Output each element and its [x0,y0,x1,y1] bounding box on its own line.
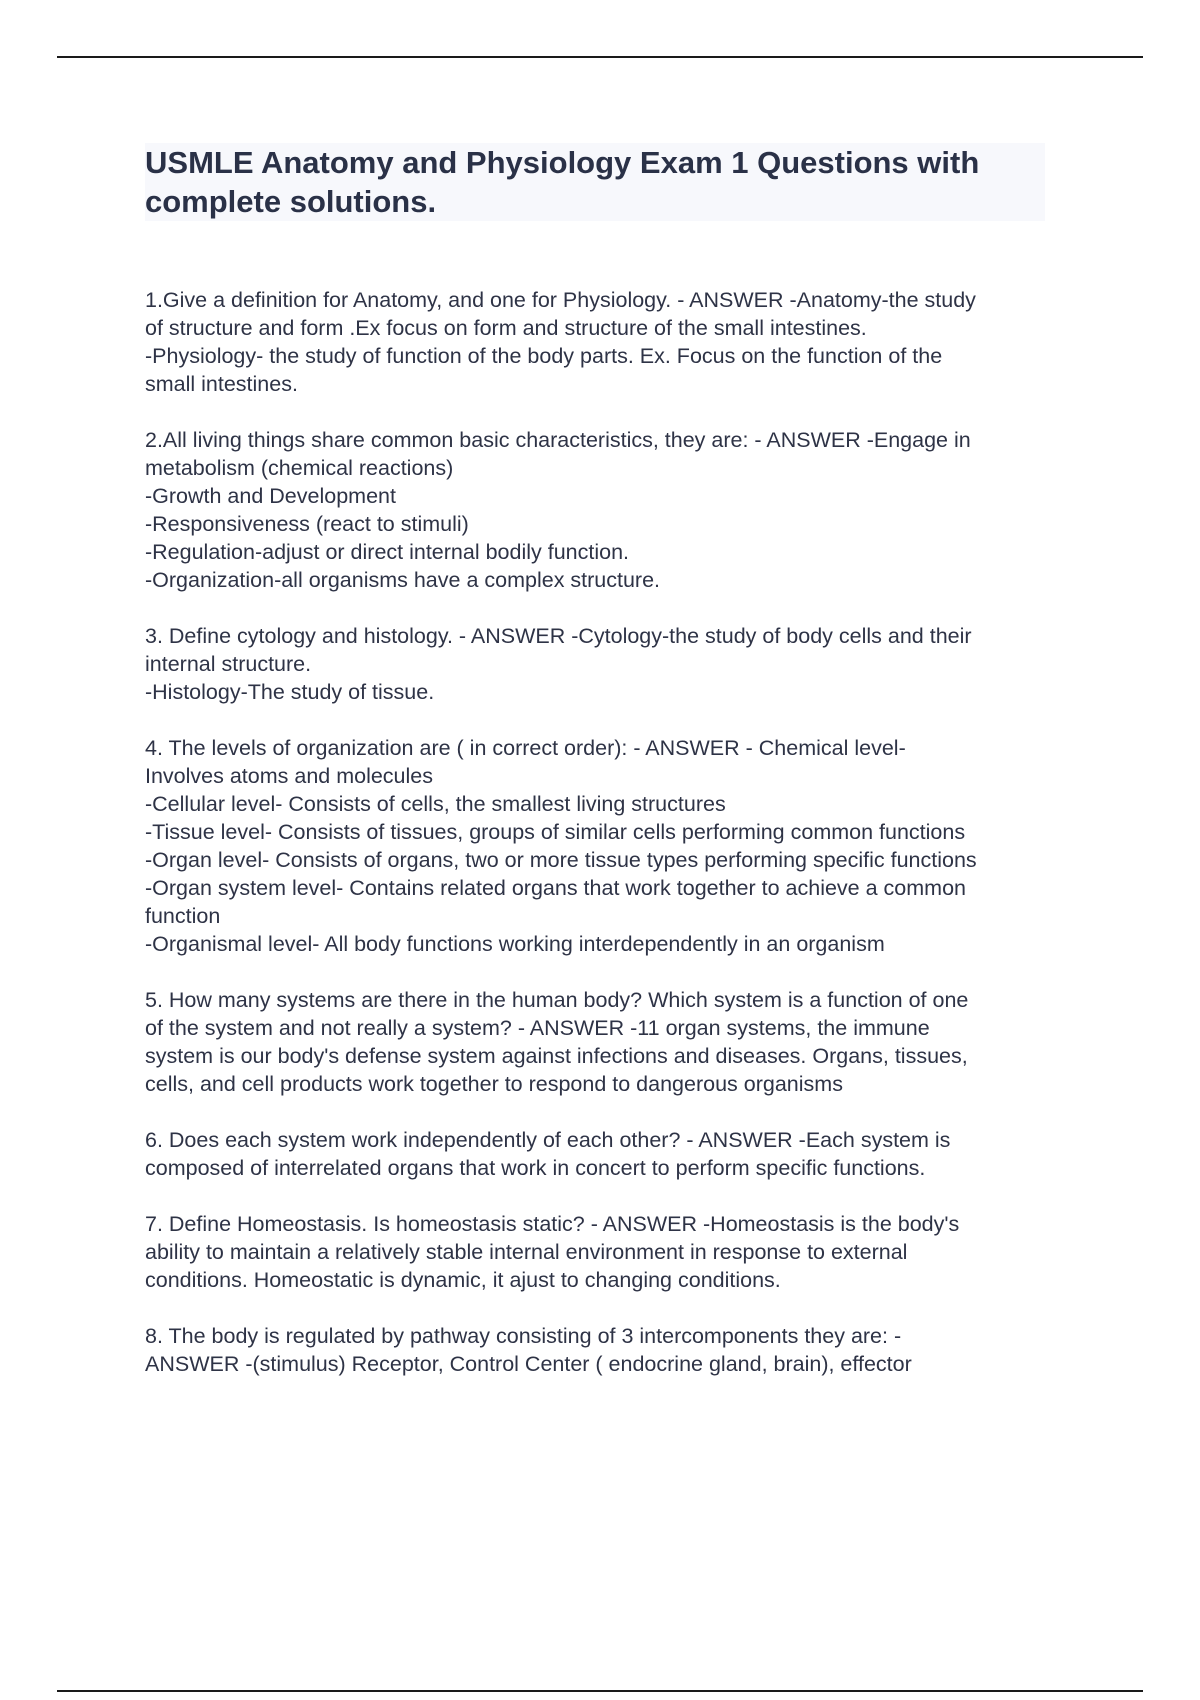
bottom-rule [57,1690,1143,1692]
question-line: internal structure. [145,652,312,676]
title-line: complete solutions. [145,184,437,219]
question-line: conditions. Homeostatic is dynamic, it ajust to changing conditions. [145,1268,781,1292]
question-line: system is our body's defense system against infections and diseases. Organs, tissues, [145,1044,968,1068]
question-line: -Organismal level- All body functions working interdependently in an organism [145,932,885,956]
question-line: Involves atoms and molecules [145,764,434,788]
question-line: 5. How many systems are there in the human body? Which system is a function of one [145,988,969,1012]
question-item [145,734,1095,958]
question-line: small intestines. [145,372,298,396]
question-item [145,286,1095,398]
question-line: 6. Does each system work independently of each other? - ANSWER -Each system is [145,1128,951,1152]
question-line: -Histology-The study of tissue. [145,680,435,704]
question-line: of the system and not really a system? - ANSWER -11 organ systems, the immune [145,1016,930,1040]
question-line: -Organization-all organisms have a complex structure. [145,568,661,592]
page-title [145,143,1045,221]
question-line: metabolism (chemical reactions) [145,456,454,480]
question-line: -Organ system level- Contains related organs that work together to achieve a common [145,876,966,900]
question-line: 4. The levels of organization are ( in correct order): - ANSWER - Chemical level- [145,736,906,760]
question-line: -Regulation-adjust or direct internal bodily function. [145,540,630,564]
question-list [145,286,1095,1406]
question-item [145,1322,1095,1378]
question-line: ANSWER -(stimulus) Receptor, Control Center ( endocrine gland, brain), effector [145,1352,912,1376]
question-line: 1.Give a definition for Anatomy, and one for Physiology. - ANSWER -Anatomy-the study [145,288,976,312]
question-line: composed of interrelated organs that work in concert to perform specific functions. [145,1156,926,1180]
question-line: cells, and cell products work together to respond to dangerous organisms [145,1072,843,1096]
question-line: function [145,904,221,928]
question-item [145,1210,1095,1294]
question-item [145,1126,1095,1182]
question-line: -Growth and Development [145,484,396,508]
question-line: ability to maintain a relatively stable internal environment in response to external [145,1240,908,1264]
question-line: -Organ level- Consists of organs, two or more tissue types performing specific functions [145,848,977,872]
question-item [145,986,1095,1098]
question-line: 2.All living things share common basic characteristics, they are: - ANSWER -Engage in [145,428,971,452]
question-line: 8. The body is regulated by pathway consisting of 3 intercomponents they are: - [145,1324,902,1348]
question-line: -Responsiveness (react to stimuli) [145,512,469,536]
question-line: 3. Define cytology and histology. - ANSWER -Cytology-the study of body cells and their [145,624,972,648]
question-item [145,426,1095,594]
question-item [145,622,1095,706]
question-line: -Physiology- the study of function of the body parts. Ex. Focus on the function of the [145,344,943,368]
question-line: -Tissue level- Consists of tissues, groups of similar cells performing common functions [145,820,966,844]
question-line: of structure and form .Ex focus on form and structure of the small intestines. [145,316,867,340]
title-line: USMLE Anatomy and Physiology Exam 1 Questions with [145,145,980,180]
question-line: -Cellular level- Consists of cells, the smallest living structures [145,792,726,816]
question-line: 7. Define Homeostasis. Is homeostasis static? - ANSWER -Homeostasis is the body's [145,1212,960,1236]
top-rule [57,56,1143,58]
